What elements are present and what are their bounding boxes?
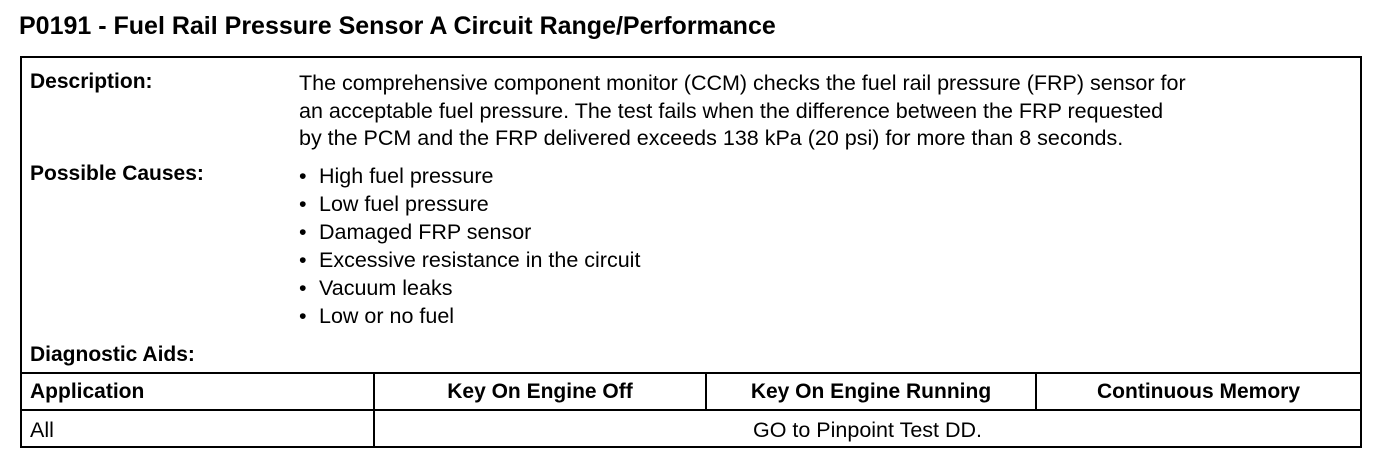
- cause-text: Low or no fuel: [319, 304, 455, 328]
- list-item: [299, 190, 640, 218]
- description-text: [299, 70, 1359, 153]
- bullet-icon: •: [299, 276, 307, 300]
- cause-text: Low fuel pressure: [319, 192, 489, 216]
- bullet-icon: •: [299, 164, 307, 188]
- diagnostic-aids-label: Diagnostic Aids:: [30, 343, 195, 366]
- bullet-icon: •: [299, 248, 307, 272]
- possible-causes-label: Possible Causes:: [30, 162, 204, 185]
- cause-text: Damaged FRP sensor: [319, 220, 532, 244]
- bullet-icon: •: [299, 192, 307, 216]
- list-item: [299, 274, 640, 302]
- table-header-application: Application: [30, 380, 145, 403]
- bullet-icon: •: [299, 304, 307, 328]
- list-item: [299, 218, 640, 246]
- cause-text: High fuel pressure: [319, 164, 494, 188]
- description-line: by the PCM and the FRP delivered exceeds 138 kPa (20 psi) for more than 8 seconds.: [299, 126, 1124, 150]
- diagnostic-box: [20, 56, 1362, 448]
- list-item: [299, 162, 640, 190]
- list-item: [299, 302, 640, 330]
- possible-causes-list: [299, 162, 640, 330]
- cause-text: Excessive resistance in the circuit: [319, 248, 641, 272]
- table-cell-action: GO to Pinpoint Test DD.: [752, 418, 983, 442]
- table-cell-application: All: [30, 418, 54, 442]
- description-label: Description:: [30, 70, 153, 93]
- table-header-koer: Key On Engine Running: [750, 380, 992, 403]
- table-header-continuous-memory: Continuous Memory: [1097, 380, 1300, 403]
- cause-text: Vacuum leaks: [319, 276, 453, 300]
- page-title: P0191 - Fuel Rail Pressure Sensor A Circuit Range/Performance: [19, 12, 776, 40]
- bullet-icon: •: [299, 220, 307, 244]
- list-item: [299, 246, 640, 274]
- description-line: an acceptable fuel pressure. The test fails when the difference between the FRP requested: [299, 98, 1164, 123]
- description-line: The comprehensive component monitor (CCM) checks the fuel rail pressure (FRP) sensor for: [299, 71, 1186, 95]
- table-header-koeo: Key On Engine Off: [447, 380, 633, 403]
